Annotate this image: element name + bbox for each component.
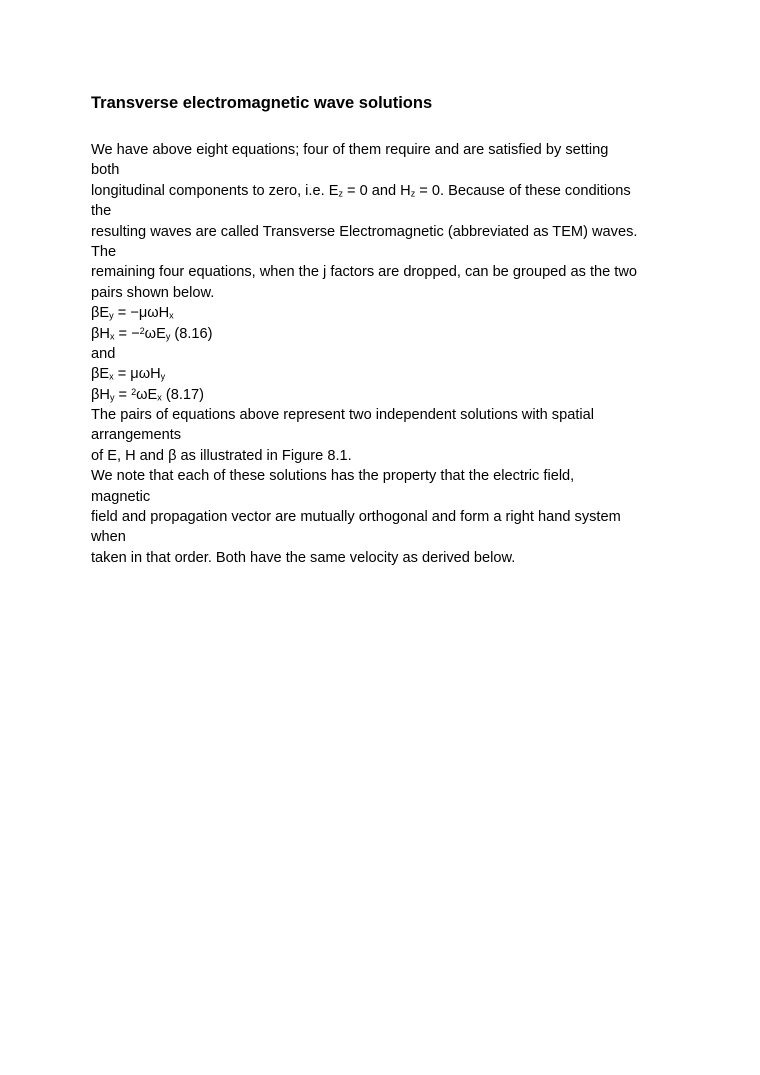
text-line: taken in that order. Both have the same velocity as derived below.: [91, 549, 516, 566]
subscript-y: y: [109, 310, 114, 321]
document-content: [91, 93, 691, 568]
text-line: The: [91, 243, 117, 260]
text-line: The pairs of equations above represent two independent solutions with spatial: [91, 407, 594, 424]
subscript-x: x: [109, 330, 115, 341]
equation-line: $\beta E_y = -\mu\omega H_x$: [91, 305, 174, 322]
subscript-z: z: [338, 188, 343, 199]
text-line: We have above eight equations; four of them require and are satisfied by setting: [91, 142, 609, 158]
text-line: magnetic: [91, 488, 151, 505]
text-line: the: [91, 203, 112, 220]
text-line: and: [91, 345, 116, 362]
superscript-2: 2: [131, 386, 137, 397]
section-heading: Transverse electromagnetic wave solutions: [91, 94, 433, 112]
text-line: when: [91, 529, 126, 546]
subscript-x: x: [157, 392, 162, 403]
equation-line: $\beta H_x = -^2\omega E_y$ (8.16): [91, 325, 213, 342]
text-line: field and propagation vector are mutually orthogonal and form a right hand system: [91, 509, 621, 526]
equation-line: $\beta H_y = ^2\omega E_x$ (8.17): [91, 386, 205, 403]
text-line: pairs shown below.: [91, 284, 215, 301]
equation-line: $\beta E_x = \mu\omega H_y$: [91, 366, 166, 383]
superscript-2: 2: [139, 325, 145, 336]
subscript-z: z: [410, 188, 416, 199]
text-line: both: [91, 162, 120, 179]
subscript-x: x: [109, 371, 114, 382]
subscript-x: x: [169, 310, 174, 321]
subscript-y: y: [109, 392, 115, 403]
text-line: longitudinal components to zero, i.e. $E_z = 0$ and $H_z = 0$. Because of these conditions: [91, 182, 631, 199]
text-line: We note that each of these solutions has the property that the electric field,: [91, 468, 575, 485]
text-line: arrangements: [91, 427, 182, 444]
body-text: [91, 140, 691, 568]
text-line: resulting waves are called Transverse Electromagnetic (abbreviated as TEM) waves.: [91, 223, 638, 240]
text-line: of E, H and β as illustrated in Figure 8.1.: [91, 447, 352, 464]
subscript-y: y: [165, 330, 171, 341]
text-line: remaining four equations, when the j factors are dropped, can be grouped as the two: [91, 264, 637, 281]
subscript-y: y: [160, 371, 166, 382]
